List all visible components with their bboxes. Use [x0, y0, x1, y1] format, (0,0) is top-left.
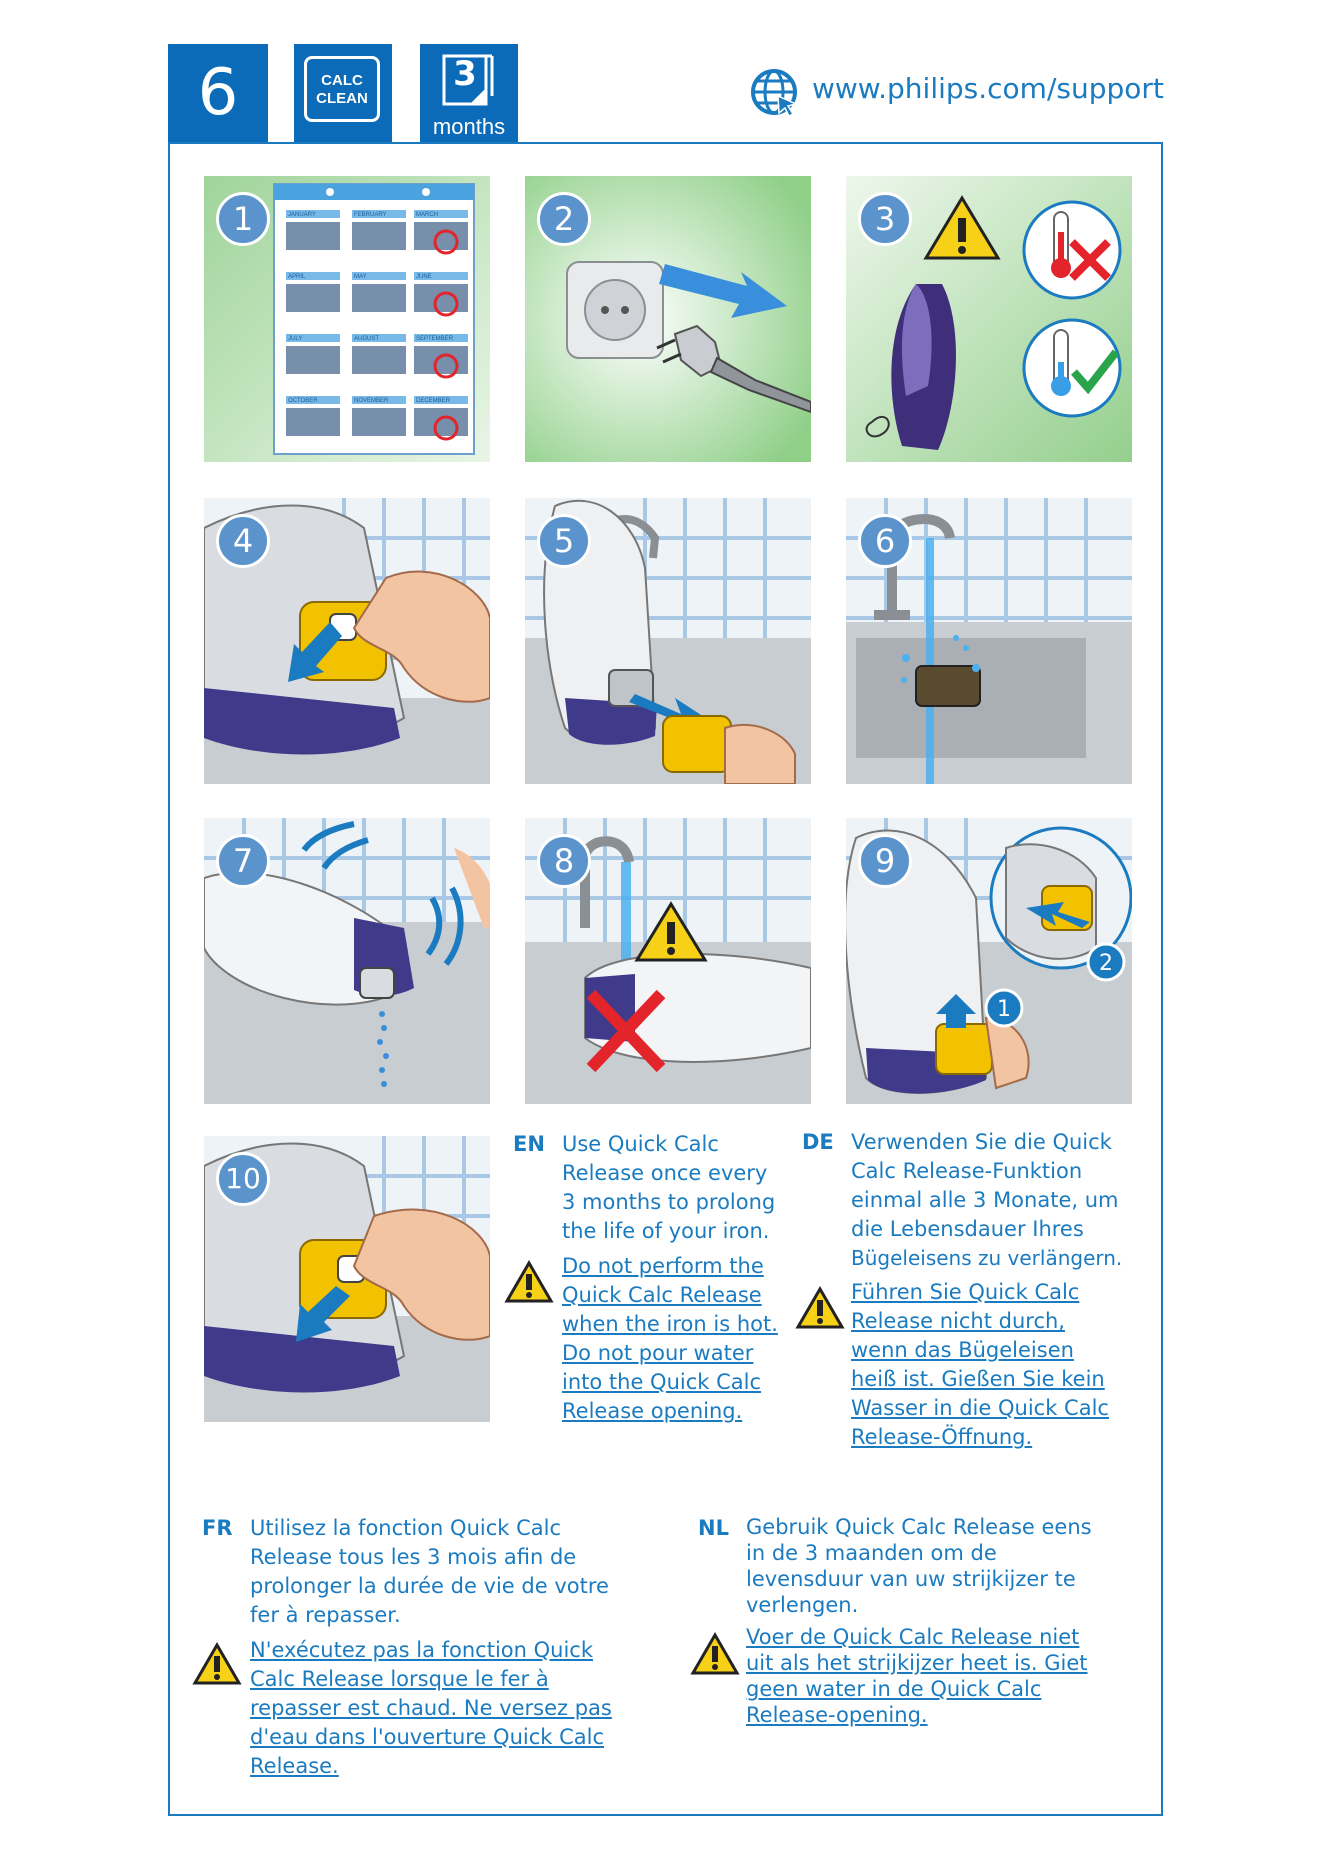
warning-icon	[192, 1642, 242, 1686]
text-line: levensduur van uw strijkijzer te	[746, 1567, 1076, 1591]
step-panel-5	[525, 498, 811, 784]
de-instructions	[851, 1128, 1122, 1273]
text-line: einmal alle 3 Monate, um	[851, 1188, 1119, 1212]
warning-line: heiß ist. Gießen Sie kein	[851, 1367, 1105, 1391]
warning-line: Führen Sie Quick Calc	[851, 1280, 1080, 1304]
warning-line: when the iron is hot.	[562, 1312, 778, 1336]
lang-code-nl: NL	[698, 1516, 729, 1540]
lang-code-en: EN	[513, 1132, 545, 1156]
warning-line: Do not pour water	[562, 1341, 754, 1365]
month-label: OCTOBER	[288, 398, 318, 404]
warning-line: Release-opening.	[746, 1703, 928, 1727]
calc-clean-line2: CLEAN	[316, 90, 368, 107]
warning-line: into the Quick Calc	[562, 1370, 762, 1394]
de-warning	[851, 1278, 1109, 1452]
step-panel-10	[204, 1136, 490, 1422]
warning-icon	[504, 1260, 554, 1304]
warning-line: N'exécutez pas la fonction Quick	[250, 1638, 594, 1662]
step-number-box	[168, 44, 268, 142]
step-badge-9: 9	[858, 834, 912, 888]
sub-step-2: 2	[1099, 951, 1113, 976]
month-label: FEBRUARY	[354, 212, 387, 218]
text-line: Gebruik Quick Calc Release eens	[746, 1515, 1092, 1539]
warning-line: wenn das Bügeleisen	[851, 1338, 1074, 1362]
step-panel-9	[846, 818, 1132, 1104]
fr-warning	[250, 1636, 612, 1781]
text-line: verlengen.	[746, 1593, 859, 1617]
text-line: fer à repasser.	[250, 1603, 401, 1627]
step-panel-8	[525, 818, 811, 1104]
text-line: Verwenden Sie die Quick	[851, 1130, 1112, 1154]
text-line: Utilisez la fonction Quick Calc	[250, 1516, 562, 1540]
step-panel-4	[204, 498, 490, 784]
warning-line: Do not perform the	[562, 1254, 764, 1278]
nl-warning	[746, 1624, 1088, 1728]
text-line: the life of your iron.	[562, 1219, 770, 1243]
warning-line: Calc Release lorsque le fer à	[250, 1667, 549, 1691]
warning-line: Release opening.	[562, 1399, 743, 1423]
text-line: Use Quick Calc	[562, 1132, 719, 1156]
step-badge-6: 6	[858, 514, 912, 568]
text-line: 3 months to prolong	[562, 1190, 776, 1214]
calc-clean-box	[294, 44, 392, 142]
month-label: SEPTEMBER	[416, 336, 454, 342]
calc-clean-icon	[304, 56, 380, 122]
month-label: AUGUST	[354, 336, 380, 342]
months-box	[420, 44, 518, 142]
step-badge-4: 4	[216, 514, 270, 568]
warning-line: uit als het strijkijzer heet is. Giet	[746, 1651, 1088, 1675]
step-badge-2: 2	[537, 192, 591, 246]
month-label: JANUARY	[288, 212, 316, 218]
month-label: DECEMBER	[416, 398, 451, 404]
text-line: die Lebensdauer Ihres	[851, 1217, 1084, 1241]
month-label: MARCH	[416, 212, 438, 218]
month-label: NOVEMBER	[354, 398, 389, 404]
step-panel-7	[204, 818, 490, 1104]
warning-line: repasser est chaud. Ne versez pas	[250, 1696, 612, 1720]
warning-line: Wasser in die Quick Calc	[851, 1396, 1109, 1420]
step-badge-10: 10	[216, 1152, 270, 1206]
text-line: prolonger la durée de vie de votre	[250, 1574, 609, 1598]
month-label: JUNE	[416, 274, 432, 280]
warning-line: geen water in de Quick Calc	[746, 1677, 1042, 1701]
step-badge-3: 3	[858, 192, 912, 246]
months-number: 3	[453, 54, 477, 94]
warning-line: d'eau dans l'ouverture Quick Calc	[250, 1725, 605, 1749]
step-number: 6	[197, 56, 239, 130]
warning-line: Quick Calc Release	[562, 1283, 762, 1307]
warning-line: Release-Öffnung.	[851, 1425, 1033, 1449]
warning-icon	[795, 1286, 845, 1330]
warning-line: Release.	[250, 1754, 339, 1778]
step-panel-3	[846, 176, 1132, 462]
month-label: JULY	[288, 336, 303, 342]
en-warning	[562, 1252, 778, 1426]
step-badge-8: 8	[537, 834, 591, 888]
nl-instructions	[746, 1514, 1092, 1618]
months-label: months	[432, 114, 506, 139]
warning-line: Release nicht durch,	[851, 1309, 1065, 1333]
step-panel-6	[846, 498, 1132, 784]
text-line: Release tous les 3 mois afin de	[250, 1545, 577, 1569]
warning-line: Voer de Quick Calc Release niet	[746, 1625, 1080, 1649]
calc-clean-line1: CALC	[321, 72, 363, 89]
step-badge-7: 7	[216, 834, 270, 888]
month-label: APRIL	[288, 274, 306, 280]
sub-step-1: 1	[997, 997, 1011, 1022]
text-line: Release once every	[562, 1161, 768, 1185]
step-badge-1: 1	[216, 192, 270, 246]
lang-code-de: DE	[802, 1130, 834, 1154]
fr-instructions	[250, 1514, 609, 1630]
step-panel-2	[525, 176, 811, 462]
warning-icon	[690, 1632, 740, 1676]
en-instructions	[562, 1130, 775, 1246]
text-line: in de 3 maanden om de	[746, 1541, 997, 1565]
step-panel-1	[204, 176, 490, 462]
support-link[interactable]: www.philips.com/support	[812, 72, 1164, 105]
text-line: Calc Release-Funktion	[851, 1159, 1083, 1183]
month-label: MAY	[354, 274, 367, 280]
text-line: Bügeleisens zu verlängern.	[851, 1246, 1123, 1270]
globe-icon	[750, 68, 800, 118]
step-badge-5: 5	[537, 514, 591, 568]
lang-code-fr: FR	[202, 1516, 233, 1540]
